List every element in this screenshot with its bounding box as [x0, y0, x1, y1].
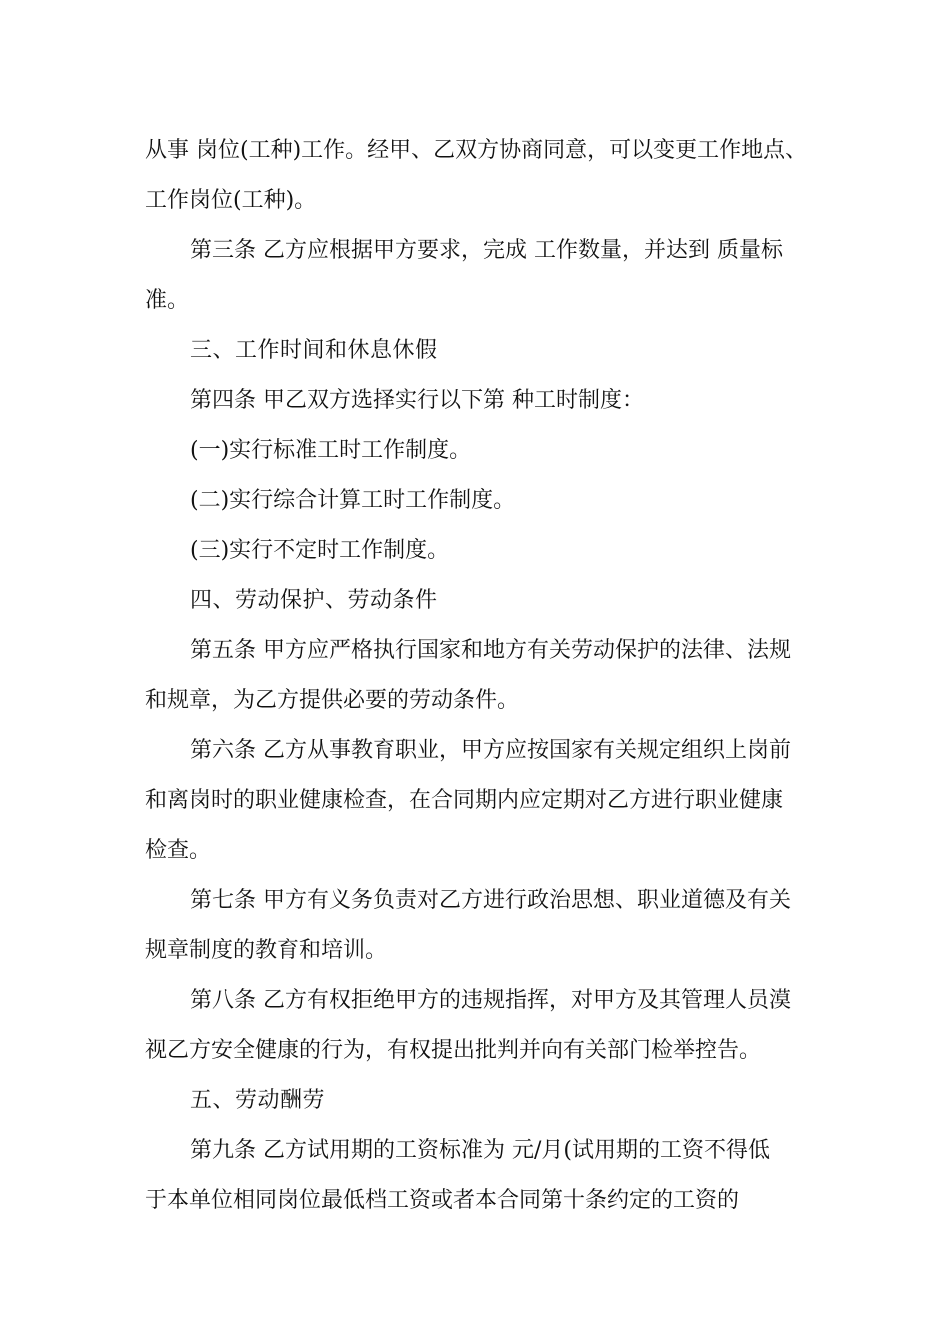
article-5-line-1: 第五条 甲方应严格执行国家和地方有关劳动保护的法律、法规	[190, 638, 791, 663]
section-heading-3: 三、工作时间和休息休假	[190, 338, 438, 363]
article-6-line-2: 和离岗时的职业健康检查，在合同期内应定期对乙方进行职业健康	[145, 788, 784, 813]
article-7-line-1: 第七条 甲方有义务负责对乙方进行政治思想、职业道德及有关	[190, 888, 791, 913]
article-4-line: 第四条 甲乙双方选择实行以下第 种工时制度：	[190, 388, 644, 413]
article-5-line-2: 和规章，为乙方提供必要的劳动条件。	[145, 688, 520, 713]
article-9-line-2: 于本单位相同岗位最低档工资或者本合同第十条约定的工资的	[145, 1188, 740, 1213]
article-8-line-2: 视乙方安全健康的行为，有权提出批判并向有关部门检举控告。	[145, 1038, 762, 1063]
article-3-line-1: 第三条 乙方应根据甲方要求，完成 工作数量，并达到 质量标	[190, 238, 783, 263]
article-8-line-1: 第八条 乙方有权拒绝甲方的违规指挥，对甲方及其管理人员漠	[190, 988, 791, 1013]
section-heading-4: 四、劳动保护、劳动条件	[190, 588, 438, 613]
article-9-line-1: 第九条 乙方试用期的工资标准为 元/月(试用期的工资不得低	[190, 1138, 770, 1163]
section-heading-5: 五、劳动酬劳	[190, 1088, 326, 1113]
text-line-1: 从事 岗位(工种)工作。经甲、乙双方协商同意，可以变更工作地点、	[145, 138, 808, 163]
text-line-2: 工作岗位(工种)。	[145, 188, 317, 213]
option-2-line: (二)实行综合计算工时工作制度。	[190, 488, 516, 513]
option-1-line: (一)实行标准工时工作制度。	[190, 438, 472, 463]
article-3-line-2: 准。	[145, 288, 190, 313]
article-6-line-3: 检查。	[145, 838, 212, 863]
article-6-line-1: 第六条 乙方从事教育职业，甲方应按国家有关规定组织上岗前	[190, 738, 791, 763]
option-3-line: (三)实行不定时工作制度。	[190, 538, 450, 563]
article-7-line-2: 规章制度的教育和培训。	[145, 938, 388, 963]
